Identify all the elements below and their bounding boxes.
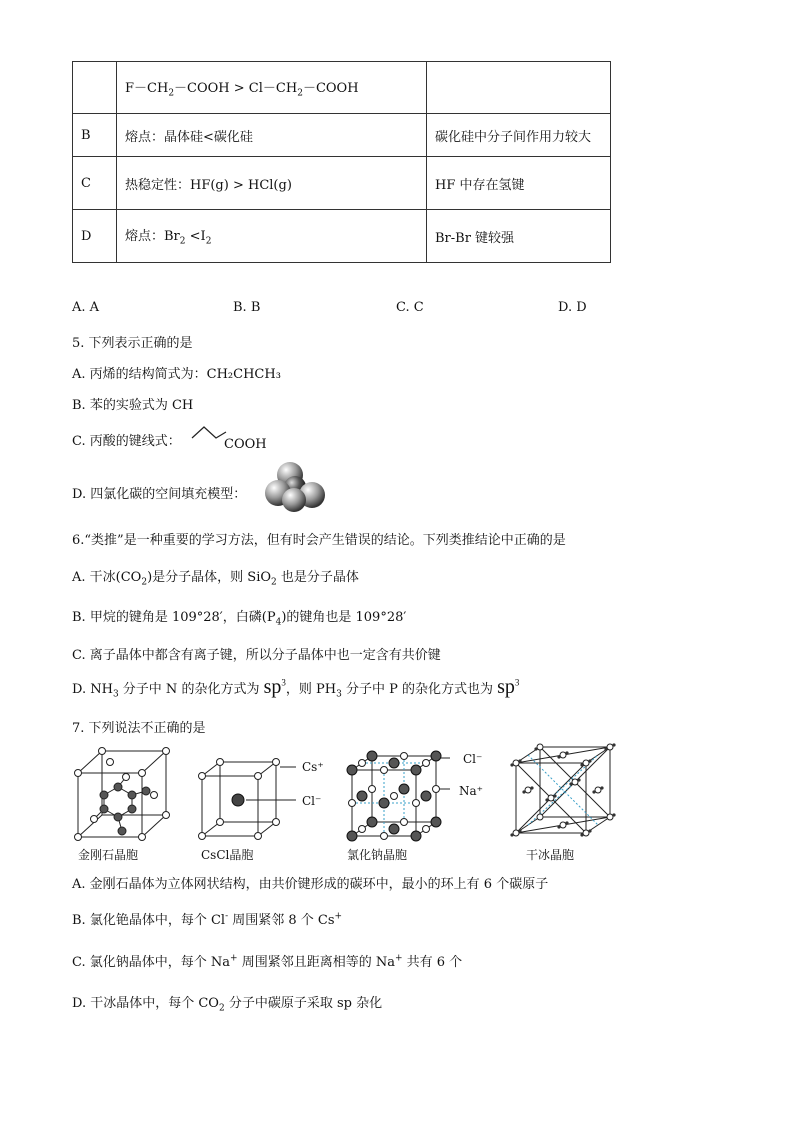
cs-ion-label: Cs⁺: [302, 760, 324, 774]
row-letter: B: [73, 114, 117, 157]
q7-stem: 7. 下列说法不正确的是: [72, 721, 206, 736]
q5-option-d-label: D. 四氯化碳的空间填充模型：: [72, 487, 247, 502]
q4-option-a[interactable]: A. A: [72, 300, 100, 315]
q5-option-c[interactable]: [72, 430, 181, 449]
dry-ice-unit-cell-diagram: [510, 743, 622, 839]
q6-option-d[interactable]: D. $NH_3$ 分子中 N 的杂化方式为 $sp^3$，则 $PH_3$ 分子中 P 的杂化方式也为 $sp^3$: [72, 676, 520, 700]
row-content: $F-CH_2-COOH$ > $Cl-CH_2-COOH$: [117, 62, 427, 114]
q4-option-d[interactable]: D. D: [558, 300, 587, 315]
q6-stem: 6.“类推”是一种重要的学习方法，但有时会产生错误的结论。下列类推结论中正确的是: [72, 533, 566, 548]
nacl-unit-cell-diagram: [346, 750, 442, 842]
diamond-caption: 金刚石晶胞: [78, 848, 139, 862]
q7-option-a[interactable]: A. 金刚石晶体为立体网状结构，由共价键形成的碳环中，最小的环上有 6 个碳原子: [72, 877, 549, 892]
na-ion-label: Na⁺: [459, 784, 483, 798]
row-reason: 碳化硅中分子间作用力较大: [427, 114, 611, 157]
q4-option-c[interactable]: C. C: [396, 300, 424, 315]
table-row: [73, 62, 611, 114]
row-content: 热稳定性：HF(g) > HCl(g): [117, 157, 427, 210]
row-letter: [73, 62, 117, 114]
q7-option-b[interactable]: B. 氯化铯晶体中，每个 Cl- 周围紧邻 8 个 Cs+: [72, 911, 343, 928]
q6-option-a[interactable]: A. 干冰$(CO_2)$是分子晶体，则 SiO$_2$ 也是分子晶体: [72, 570, 359, 588]
table-row: [73, 210, 611, 263]
q5-option-d[interactable]: [72, 483, 246, 502]
q7-option-c[interactable]: C. 氯化钠晶体中，每个 Na+ 周围紧邻且距离相等的 Na+ 共有 6 个: [72, 953, 463, 970]
q5-stem: 5. 下列表示正确的是: [72, 336, 193, 351]
cl-ion-label: Cl⁻: [302, 794, 322, 808]
row-content: 熔点：晶体硅<碳化硅: [117, 114, 427, 157]
cl-ion-label-nacl: Cl⁻: [463, 752, 483, 766]
q6-option-b[interactable]: B. 甲烷的键角是 109°28′，白磷$(P_4)$的键角也是 109°28′: [72, 610, 407, 628]
dry-ice-caption: 干冰晶胞: [526, 848, 575, 862]
diamond-unit-cell-diagram: [74, 747, 170, 841]
row-reason: Br-Br 键较强: [427, 210, 611, 263]
q5-option-b[interactable]: B. 苯的实验式为 CH: [72, 398, 194, 413]
row-content: 熔点：$Br_2 <I_2$: [117, 210, 427, 263]
cscl-unit-cell-diagram: [198, 758, 284, 840]
q6-option-c[interactable]: C. 离子晶体中都含有离子键，所以分子晶体中也一定含有共价键: [72, 648, 441, 663]
cscl-caption: CsCl晶胞: [201, 848, 254, 862]
row-letter: D: [73, 210, 117, 263]
q5-cooh-label: COOH: [224, 437, 267, 452]
ccl4-space-filling-model-icon: [262, 461, 328, 513]
row-reason: [427, 62, 611, 114]
table-row: [73, 114, 611, 157]
row-reason: HF 中存在氢键: [427, 157, 611, 210]
table-row: [73, 157, 611, 210]
q7-option-d[interactable]: D. 干冰晶体中，每个 $CO_2$ 分子中碳原子采取 sp 杂化: [72, 996, 383, 1014]
q4-option-b[interactable]: B. B: [233, 300, 261, 315]
nacl-caption: 氯化钠晶胞: [347, 848, 408, 862]
q5-option-a[interactable]: A. 丙烯的结构简式为：CH₂CHCH₃: [72, 367, 281, 382]
q4-table: [72, 61, 611, 263]
q5-option-c-label: C. 丙酸的键线式：: [72, 434, 181, 449]
row-letter: C: [73, 157, 117, 210]
